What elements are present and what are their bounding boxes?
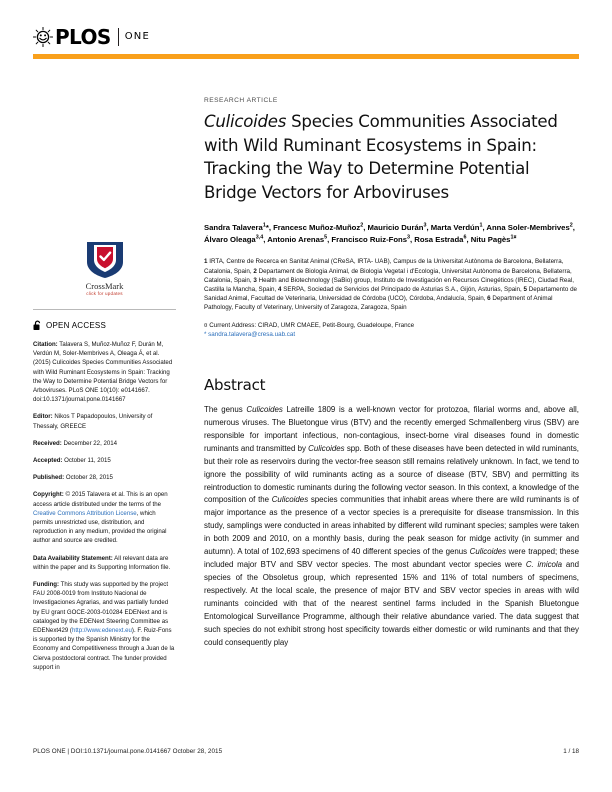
data-availability-text: All relevant data are within the paper and its Supporting Information file. [33, 554, 171, 571]
crossmark-widget[interactable] [33, 240, 176, 297]
current-address-note: ¤ Current Address: CIRAD, UMR CMAEE, Petit-Bourg, Guadeloupe, France [204, 321, 415, 329]
plos-one-logo[interactable] [33, 26, 150, 48]
page-number: 1 / 18 [563, 748, 579, 755]
sidebar [33, 240, 176, 680]
citation-block [33, 340, 176, 404]
page-title [204, 110, 579, 204]
received-block [33, 439, 176, 448]
copyright-text-before: © 2015 Talavera et al. This is an open access article distributed under the terms of the [33, 491, 168, 508]
footer-citation: PLOS ONE | DOI:10.1371/journal.pone.0141667 October 28, 2015 [33, 748, 223, 755]
accepted-date: October 11, 2015 [62, 457, 111, 465]
open-access-badge [33, 320, 176, 331]
plos-wordmark: PLOS [55, 25, 111, 49]
funding-text-after: ). F. Ruiz-Fons is supported by the Spanish Ministry for the Economy and Competitiveness through a Juan de la Cierva postdoctoral contract. The funder provided support in [33, 627, 175, 671]
sidebar-divider [33, 309, 176, 310]
title-genus-italic: Culicoides [204, 112, 287, 131]
author-notes [204, 321, 579, 340]
citation-text: Talavera S, Muñoz-Muñoz F, Durán M, Verdún M, Soler-Membrives A, Oleaga Á, et al. (2015) Culicoides Species Communities Associated with Wild Ruminant Ecosystems in Spain: Tracking the Way to Determine Potential Bridge Vectors for Arboviruses. PLoS ONE 10(10): e0141667. doi:10.1371/journal.pone.0141667 [33, 341, 173, 404]
crossmark-label: CrossMark [85, 281, 124, 291]
copyright-text-after: , which permits unrestricted use, distribution, and reproduction in any medium, provided the original author and source are credited. [33, 509, 167, 545]
editor-text: Nikos T Papadopoulos, University of Thessaly, GREECE [33, 413, 153, 430]
data-availability-block [33, 554, 176, 572]
cc-license-link[interactable]: Creative Commons Attribution License [33, 509, 137, 517]
received-date: December 22, 2014 [61, 439, 118, 447]
affiliations: 1 IRTA, Centre de Recerca en Sanitat Animal (CReSA, IRTA- UAB), Campus de la Universitat Autònoma de Barcelona, Bellaterra, Catalonia, Spain, 2 Departament de Biologia Animal, de Biologia Vegetal i d'Ecologia, Universitat Autònoma de Barcelona, Bellaterra, Catalonia, Spain, 3 Health and Biotechnology (SaBio) group, Instituto de Investigación en Recursos Cinegéticos (IREC), Ciudad Real, Castilla la Mancha, Spain, 4 SERPA, Sociedad de Servicios del Principado de Asturias S.A., Gijón, Asturias, Spain, 5 Departamento de Sanidad Animal, Facultad de Veterinaria, Universidad de Córdoba (UCO), Córdoba, Andalucía, Spain, 6 Department of Animal Pathology, Faculty of Veterinary, University of Zaragoza, Zaragoza, Spain [204, 258, 578, 311]
page-footer [33, 748, 579, 755]
funding-block [33, 580, 176, 672]
accepted-label: Accepted: [33, 457, 63, 465]
crossmark-sublabel: click for updates [86, 291, 123, 296]
author-list: Sandra Talavera$^1$*, Francesc Muñoz-Muñoz$^2$, Mauricio Durán$^3$, Marta Verdún$^1$, Anna Soler-Membrives$^2$, Álvaro Oleaga$^{3,4}$, Antonio Arenas$^5$, Francisco Ruiz-Fons$^3$, Rosa Estrada$^6$, Nitu Pagès$^{1¤}$ [204, 222, 575, 245]
open-lock-icon [33, 320, 42, 331]
plos-sun-icon [33, 27, 55, 47]
funding-text-before: This study was supported by the project FAU 2008-0019 from Instituto Nacional de Investigaciones Agrarias, and was partially funded by EU grant GOCE-2003-010284 EDENext and is cataloged by the EDENext Steering Committee as EDENext429 ( [33, 581, 169, 635]
corresponding-author-email[interactable]: * sandra.talavera@cresa.uab.cat [204, 331, 296, 339]
article-type-kicker: RESEARCH ARTICLE [204, 97, 278, 104]
accepted-block [33, 456, 176, 465]
plos-one-wordmark: ONE [124, 31, 150, 42]
logo-divider [118, 28, 119, 46]
copyright-label: Copyright: [33, 491, 64, 499]
funding-label: Funding: [33, 581, 60, 589]
editor-label: Editor: [33, 413, 53, 421]
published-block [33, 473, 176, 482]
page-header [0, 0, 612, 62]
abstract-text: The genus Culicoides Latreille 1809 is a well-known vector for protozoa, filarial worms and, above all, numerous viruses. The Bluetongue virus (BTV) and the recently emerged Schmallenberg virus (SBV) are responsible for important infectious, non-contagious, insect-borne viral diseases found in domestic ruminants and transmitted by Culicoides spp. Both of these diseases have been detected in wild ruminants, but their role as reservoirs during the vector-free season still remains relatively unknown. In fact, we tend to ignore the possibility of wild ruminants acting as a source of disease (BTV, SBV) and permitting its reintroduction to domestic ruminants during the following vector season. In this context, a knowledge of the composition of the Culicoides species communities that inhabit areas where there are wild ruminants is of major importance as the presence of a vector species is a prerequisite for disease transmission. In this study, samplings were conducted in areas inhabited by different wild ruminant species; samples were taken in both 2009 and 2010, on a monthly basis, during the peak season for midge activity (in summer and autumn). A total of 102,693 specimens of 40 different species of the genus Culicoides were trapped; these included major BTV and SBV vector species. The most abundant vector species were C. imicola and species of the Obsoletus group, which represented 15% and 11% of total numbers of specimens, respectively. At the local scale, the presence of major BTV and SBV vector species in areas with wild ruminants coincided with that of the nearest sentinel farms included in the Spanish Bluetongue Entomological Surveillance Programme, although their relative abundance varied. The data suggest that such species do not exhibit strong host specificity towards either domestic or wild ruminants and that they could consequently play [204, 404, 580, 647]
data-availability-label: Data Availability Statement: [33, 554, 113, 562]
received-label: Received: [33, 439, 62, 447]
main-column [204, 97, 579, 650]
published-date: October 28, 2015 [64, 474, 113, 482]
copyright-block [33, 490, 176, 545]
abstract-heading: Abstract [204, 375, 266, 394]
citation-label: Citation: [33, 341, 58, 348]
title-remainder: Species Communities Associated with Wild Ruminant Ecosystems in Spain: Tracking the Way to Determine Potential Bridge Vectors for Arboviruses [204, 112, 558, 202]
header-accent-bar [33, 54, 579, 59]
crossmark-badge-icon [33, 240, 176, 280]
edenext-link[interactable]: http://www.edenext.eu [71, 627, 132, 635]
editor-block [33, 412, 176, 430]
open-access-label: OPEN ACCESS [46, 321, 107, 330]
published-label: Published: [33, 474, 65, 482]
